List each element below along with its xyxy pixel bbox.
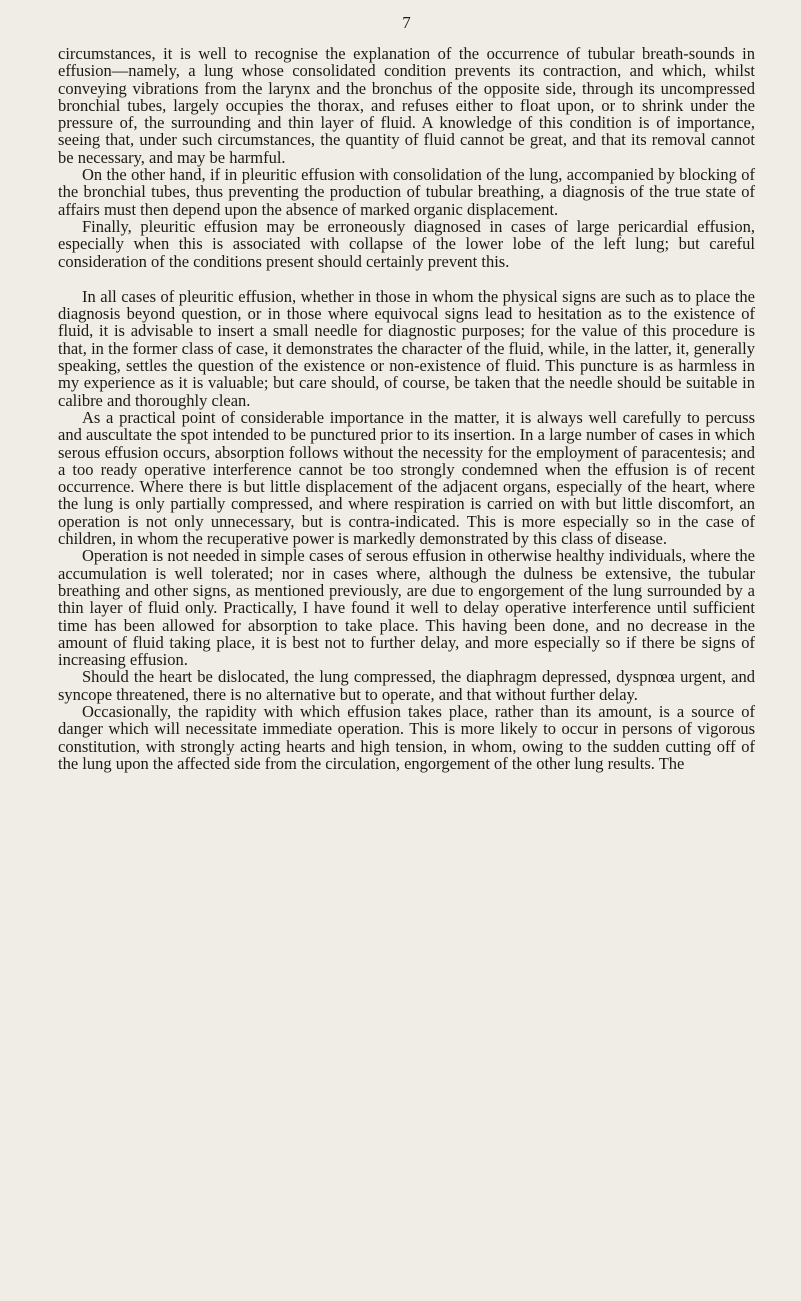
paragraph: In all cases of pleuritic effusion, whether in those in whom the physical signs are such as to place the diagnosis beyond question, or in those where equivocal signs lead to hesitation as to the existence of fluid, it is advisable to insert a small needle for diagnostic purposes; for the value of this procedure is that, in the former class of case, it demonstrates the character of the fluid, while, in the latter, it, generally speaking, settles the question of the existence or non-existence of fluid. This puncture is as harmless in my experience as it is valuable; but care should, of course, be taken that the needle should be suitable in calibre and thoroughly clean. [58, 286, 755, 410]
paragraph: Should the heart be dislocated, the lung compressed, the diaphragm depressed, dyspnœa urgent, and syncope threatened, there is no alternative but to operate, and that without further delay. [58, 667, 755, 704]
paragraph-continued: circumstances, it is well to recognise the explanation of the occurrence of tubular breath-sounds in effusion—namely, a lung whose consolidated condition prevents its contraction, and which, whilst conveying vibrations from the larynx and the bronchus of the opposite side, through its uncompressed bronchial tubes, largely occupies the thorax, and refuses either to float upon, or to shrink under the pressure of, the surrounding and thin layer of fluid. A knowledge of this condition is of importance, seeing that, under such circumstances, the quantity of fluid cannot be great, and that its removal cannot be necessary, and may be harmful. [58, 44, 755, 167]
paragraph: On the other hand, if in pleuritic effusion with consolidation of the lung, accompanied by blocking of the bronchial tubes, thus preventing the production of tubular breathing, a diagnosis of the true state of affairs must then depend upon the absence of marked organic displacement. [58, 165, 755, 219]
paragraph: Finally, pleuritic effusion may be erroneously diagnosed in cases of large pericardial effusion, especially when this is associated with collapse of the lower lobe of the left lung; but careful consideration of the conditions present should certainly prevent this. [58, 216, 755, 271]
page-number: 7 [402, 13, 411, 32]
section-gap [58, 270, 755, 288]
paragraph: As a practical point of considerable importance in the matter, it is always well carefully to percuss and auscultate the spot intended to be punctured prior to its insertion. In a large number of cases in which serous effusion occurs, absorption follows without the necessity for the employment of paracentesis; and a too ready operative interference cannot be too strongly condemned when the effusion is of recent occurrence. Where there is but little displacement of the adjacent organs, especially of the heart, where the lung is only partially compressed, and where respiration is carried on with but little discomfort, an operation is not only unnecessary, but is contra-indicated. This is more especially so in the case of children, in whom the recuperative power is markedly demonstrated by this class of disease. [58, 407, 755, 549]
paragraph: Operation is not needed in simple cases of serous effusion in otherwise healthy individuals, where the accumulation is well tolerated; nor in cases where, although the dulness be extensive, the tubular breathing and other signs, as mentioned previously, are due to engorgement of the lung surrounded by a thin layer of fluid only. Practically, I have found it well to delay operative interference until sufficient time has been allowed for absorption to take place. This having been done, and no decrease in the amount of fluid taking place, it is best not to further delay, and more especially so if there be signs of increasing effusion. [58, 546, 755, 670]
paragraph: Occasionally, the rapidity with which effusion takes place, rather than its amount, is a source of danger which will necessitate immediate operation. This is more likely to occur in persons of vigorous constitution, with strongly acting hearts and high tension, in whom, owing to the sudden cutting off of the lung upon the affected side from the circulation, engorgement of the other lung results. The [58, 701, 755, 773]
